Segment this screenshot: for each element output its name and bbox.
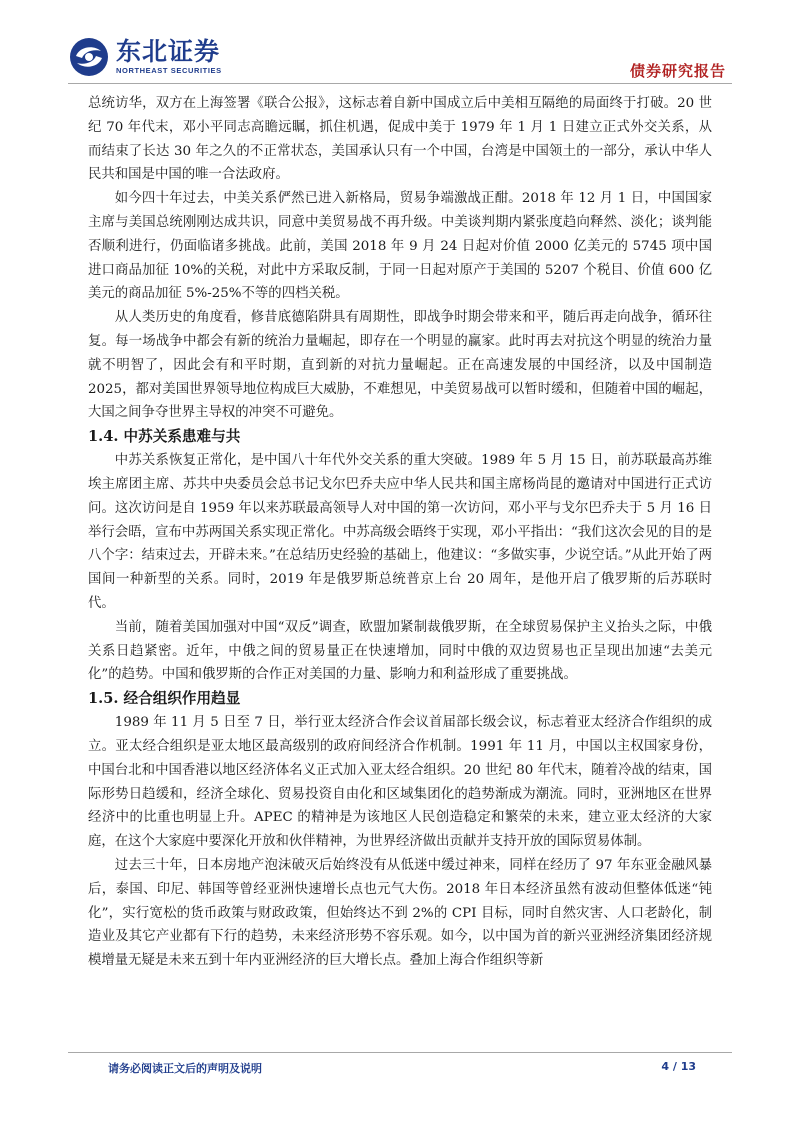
paragraph-4: 中苏关系恢复正常化，是中国八十年代外交关系的重大突破。1989 年 5 月 15 日，前苏联最高苏维埃主席团主席、苏共中央委员会总书记戈尔巴乔夫应中华人民共和国主席杨尚昆的邀请对中国进行正式访问。这次访问是自 1959 年以来苏联最高领导人对中国的第一次访问，邓小平与戈尔巴乔夫于 5 月 16 日举行会晤，宣布中苏两国关系实现正常化。中苏高级会晤终于实现，邓小平指出：“我们这次会见的目的是八个字：结束过去，开辟未来。”在总结历史经验的基础上，他建议：“多做实事，少说空话。”从此开始了两国间一种新型的关系。同时，2019 年是俄罗斯总统普京上台 20 周年，是他开启了俄罗斯的后苏联时代。	[88, 453, 712, 611]
header-divider	[68, 83, 732, 84]
logo-swirl-icon	[68, 36, 110, 78]
paragraph-2: 如今四十年过去，中美关系俨然已进入新格局，贸易争端激战正酣。2018 年 12 月 1 日，中国国家主席与美国总统刚刚达成共识，同意中美贸易战不再升级。中美谈判期内紧张度趋向释然、淡化；谈判能否顺利进行，仍面临诸多挑战。此前，美国 2018 年 9 月 24 日起对价值 2000 亿美元的 5745 项中国进口商品加征 10%的关税，对此中方采取反制，于同一日起对原产于美国的 5207 个税目、价值 600 亿美元的商品加征 5%-25%不等的四档关税。	[88, 191, 712, 302]
section-heading-1-5: 1.5. 经合组织作用趋显	[88, 690, 241, 708]
report-type-label: 债券研究报告	[629, 62, 726, 80]
document-body	[88, 92, 712, 973]
footer-divider	[68, 1052, 732, 1053]
company-logo	[68, 36, 222, 78]
footer-disclaimer: 请务必阅读正文后的声明及说明	[108, 1062, 262, 1075]
paragraph-5: 当前，随着美国加强对中国“双反”调查，欧盟加紧制裁俄罗斯，在全球贸易保护主义抬头之际，中俄关系日趋紧密。近年，中俄之间的贸易量正在快速增加，同时中俄的双边贸易也正呈现出加速“去美元化”的趋势。中国和俄罗斯的合作正对美国的力量、影响力和利益形成了重要挑战。	[88, 619, 712, 683]
logo-english-name: NORTHEAST SECURITIES	[116, 66, 222, 75]
page-number: 4 / 13	[661, 1060, 696, 1073]
paragraph-1: 总统访华，双方在上海签署《联合公报》，这标志着自新中国成立后中美相互隔绝的局面终于打破。20 世纪 70 年代末，邓小平同志高瞻远瞩，抓住机遇，促成中美于 1979 年 1 月 1 日建立正式外交关系，从而结束了长达 30 年之久的不正常状态，美国承认只有一个中国，台湾是中国领土的一部分，承认中华人民共和国是中国的唯一合法政府。	[88, 96, 712, 183]
paragraph-7: 过去三十年，日本房地产泡沫破灭后始终没有从低迷中缓过神来，同样在经历了 97 年东亚金融风暴后，泰国、印尼、韩国等曾经亚洲快速增长点也元气大伤。2018 年日本经济虽然有波动但整体低迷“钝化”，实行宽松的货币政策与财政政策，但始终达不到 2%的 CPI 目标，同时自然灾害、人口老龄化，制造业及其它产业都有下行的趋势，未来经济形势不容乐观。如今，以中国为首的新兴亚洲经济集团经济规模增量无疑是未来五到十年内亚洲经济的巨大增长点。叠加上海合作组织等新	[88, 857, 712, 969]
paragraph-6: 1989 年 11 月 5 日至 7 日，举行亚太经济合作会议首届部长级会议，标志着亚太经济合作组织的成立。亚太经合组织是亚太地区最高级别的政府间经济合作机制。1991 年 11 月，中国以主权国家身份，中国台北和中国香港以地区经济体名义正式加入亚太经合组织。20 世纪 80 年代末，随着冷战的结束，国际形势日趋缓和，经济全球化、贸易投资自由化和区域集团化的趋势渐成为潮流。同时，亚洲地区在世界经济中的比重也明显上升。APEC 的精神是为该地区人民创造稳定和繁荣的未来，建立亚太经济的大家庭，在这个大家庭中要深化开放和伙伴精神，为世界经济做出贡献并支持开放的国际贸易体制。	[88, 715, 712, 850]
paragraph-3: 从人类历史的角度看，修昔底德陷阱具有周期性，即战争时期会带来和平，随后再走向战争，循环往复。每一场战争中都会有新的统治力量崛起，即存在一个明显的赢家。此时再去对抗这个明显的统治力量就不明智了，因此会有和平时期，直到新的对抗力量崛起。正在高速发展的中国经济，以及中国制造 2025，都对美国世界领导地位构成巨大威胁，不难想见，中美贸易战可以暂时缓和，但随着中国的崛起，大国之间争夺世界主导权的冲突不可避免。	[88, 310, 712, 421]
logo-chinese-name: 东北证券	[116, 37, 221, 66]
section-heading-1-4: 1.4. 中苏关系患难与共	[88, 428, 241, 446]
page-header	[0, 0, 800, 90]
